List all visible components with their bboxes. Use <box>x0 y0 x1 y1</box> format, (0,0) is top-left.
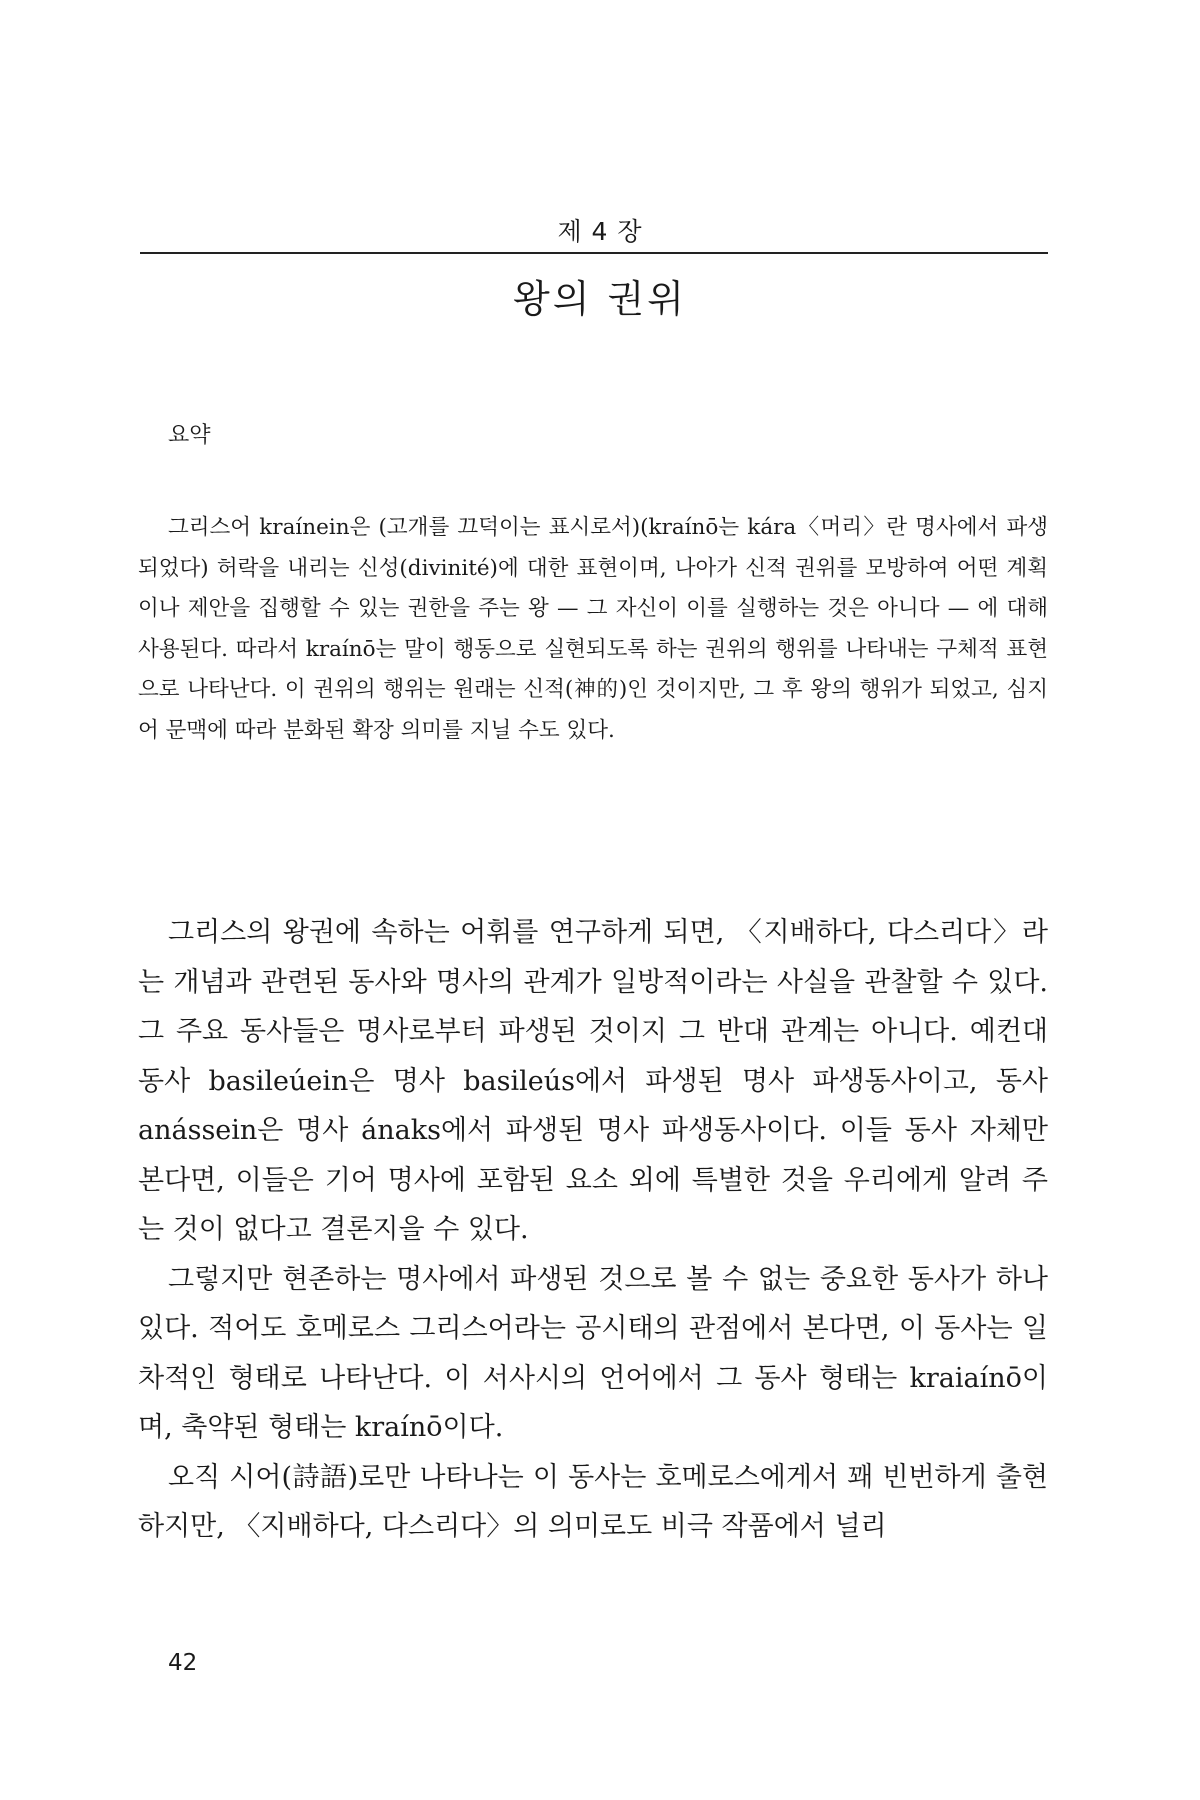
abstract-text: 그리스어 kraínein은 (고개를 끄덕이는 표시로서)(kraínō는 kára〈머리〉란 명사에서 파생되었다) 허락을 내리는 신성(divinité)에 대한 표현이며, 나아가 신적 권위를 모방하여 어떤 계획이나 제안을 집행할 수 있는 권한을 주는 왕 — 그 자신이 이를 실행하는 것은 아니다 — 에 대해 사용된다. 따라서 kraínō는 말이 행동으로 실현되도록 하는 권위의 행위를 나타내는 구체적 표현으로 나타난다. 이 권위의 행위는 원래는 신적(神的)인 것이지만, 그 후 왕의 행위가 되었고, 심지어 문맥에 따라 분화된 확장 의미를 지닐 수도 있다. <box>138 515 1048 743</box>
chapter-title: 왕의 권위 <box>513 277 687 321</box>
chapter-label: 제 4 장 <box>557 217 643 246</box>
page-number: 42 <box>168 1650 198 1676</box>
body-paragraph: 오직 시어(詩語)로만 나타나는 이 동사는 호메로스에게서 꽤 빈번하게 출현하지만, 〈지배하다, 다스리다〉의 의미로도 비극 작품에서 널리 <box>138 1461 1048 1542</box>
body-paragraph: 그리스의 왕권에 속하는 어휘를 연구하게 되면, 〈지배하다, 다스리다〉라는 개념과 관련된 동사와 명사의 관계가 일방적이라는 사실을 관찰할 수 있다. 그 주요 동사들은 명사로부터 파생된 것이지 그 반대 관계는 아니다. 예컨대 동사 basileúein은 명사 basileús에서 파생된 명사 파생동사이고, 동사 anássein은 명사 ánaks에서 파생된 명사 파생동사이다. 이들 동사 자체만 본다면, 이들은 기어 명사에 포함된 요소 외에 특별한 것을 우리에게 알려 주는 것이 없다고 결론지을 수 있다. <box>138 917 1048 1245</box>
abstract-heading: 요약 <box>168 423 211 448</box>
body-paragraph: 그렇지만 현존하는 명사에서 파생된 것으로 볼 수 없는 중요한 동사가 하나 있다. 적어도 호메로스 그리스어라는 공시태의 관점에서 본다면, 이 동사는 일차적인 형태로 나타난다. 이 서사시의 언어에서 그 동사 형태는 kraiaínō이며, 축약된 형태는 kraínō이다. <box>138 1263 1048 1443</box>
chapter-divider <box>140 252 1048 254</box>
body-text <box>138 908 1048 1552</box>
